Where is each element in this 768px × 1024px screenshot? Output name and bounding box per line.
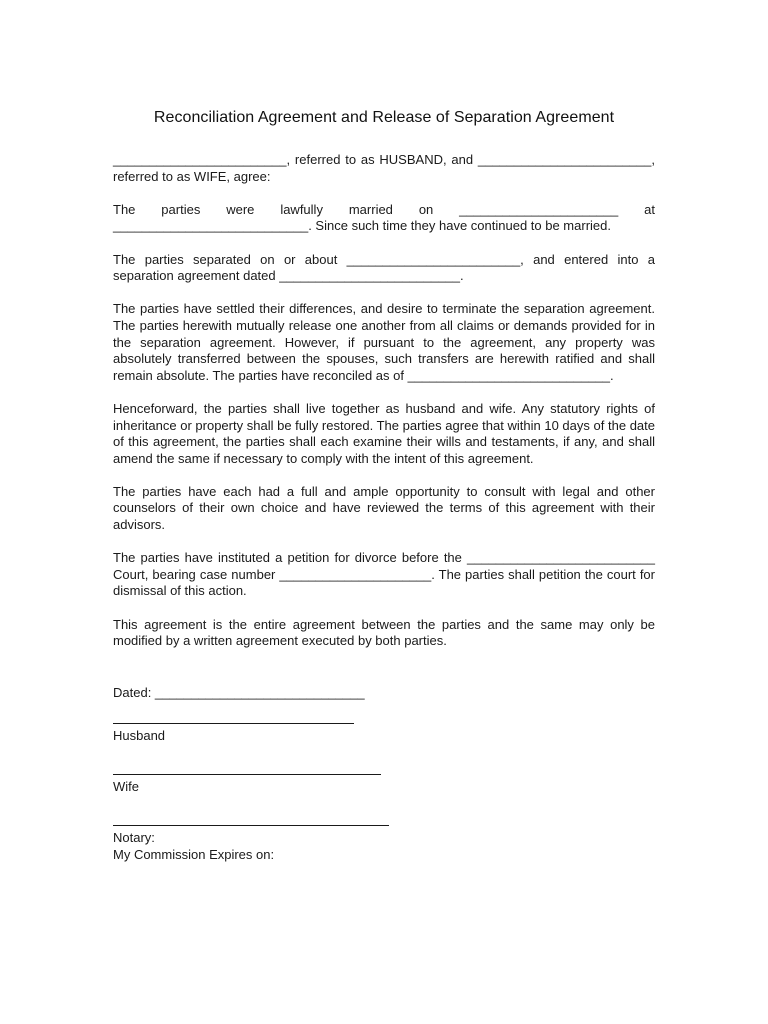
document-title: Reconciliation Agreement and Release of Separation Agreement <box>153 109 615 126</box>
wife-label: Wife <box>113 779 139 794</box>
entire-agreement-paragraph: This agreement is the entire agreement between the parties and the same may only be modified by a written agreement executed by both parties. <box>113 616 655 649</box>
parties-paragraph: ________________________, referred to as HUSBAND, and ________________________, referred to as WIFE, agree: <box>113 152 655 184</box>
separation-paragraph: The parties separated on or about ________________________, and entered into a separation agreement dated _________________________. <box>113 251 655 284</box>
counsel-paragraph: The parties have each had a full and ample opportunity to consult with legal and other counselors of their own choice and have reviewed the terms of this agreement with their advisors. <box>113 483 655 533</box>
wife-signature-block <box>113 774 381 796</box>
commission-expires-label: My Commission Expires on: <box>113 846 275 862</box>
notary-signature-line <box>113 825 389 826</box>
document-body <box>113 152 655 650</box>
dated-line <box>113 685 365 702</box>
husband-signature-block <box>113 723 354 745</box>
wife-signature-line <box>113 774 381 775</box>
dated-label: Dated: _____________________________ <box>113 685 365 700</box>
henceforward-paragraph: Henceforward, the parties shall live together as husband and wife. Any statutory rights of inheritance or property shall be fully restored. The parties agree that within 10 days of the date of this agreement, the parties shall each examine their wills and testaments, if any, and shall amend the same if necessary to comply with the intent of this agreement. <box>113 400 655 466</box>
husband-signature-line <box>113 723 354 724</box>
marriage-paragraph: The parties were lawfully married on ______________________ at ___________________________. Since such time they have continued to be married. <box>113 201 655 234</box>
husband-label: Husband <box>113 728 166 743</box>
divorce-petition-paragraph: The parties have instituted a petition for divorce before the __________________________ Court, bearing case number _____________________. The parties shall petition the court for dismissal of this action. <box>113 550 655 599</box>
notary-signature-block <box>113 825 389 863</box>
settlement-paragraph: The parties have settled their differences, and desire to terminate the separation agreement. The parties herewith mutually release one another from all claims or demands provided for in the separation agreement. However, if pursuant to the agreement, any property was absolutely transferred between the spouses, such transfers are herewith ratified and shall remain absolute. The parties have reconciled as of ____________________________. <box>113 301 655 383</box>
notary-label: Notary: <box>113 830 155 845</box>
